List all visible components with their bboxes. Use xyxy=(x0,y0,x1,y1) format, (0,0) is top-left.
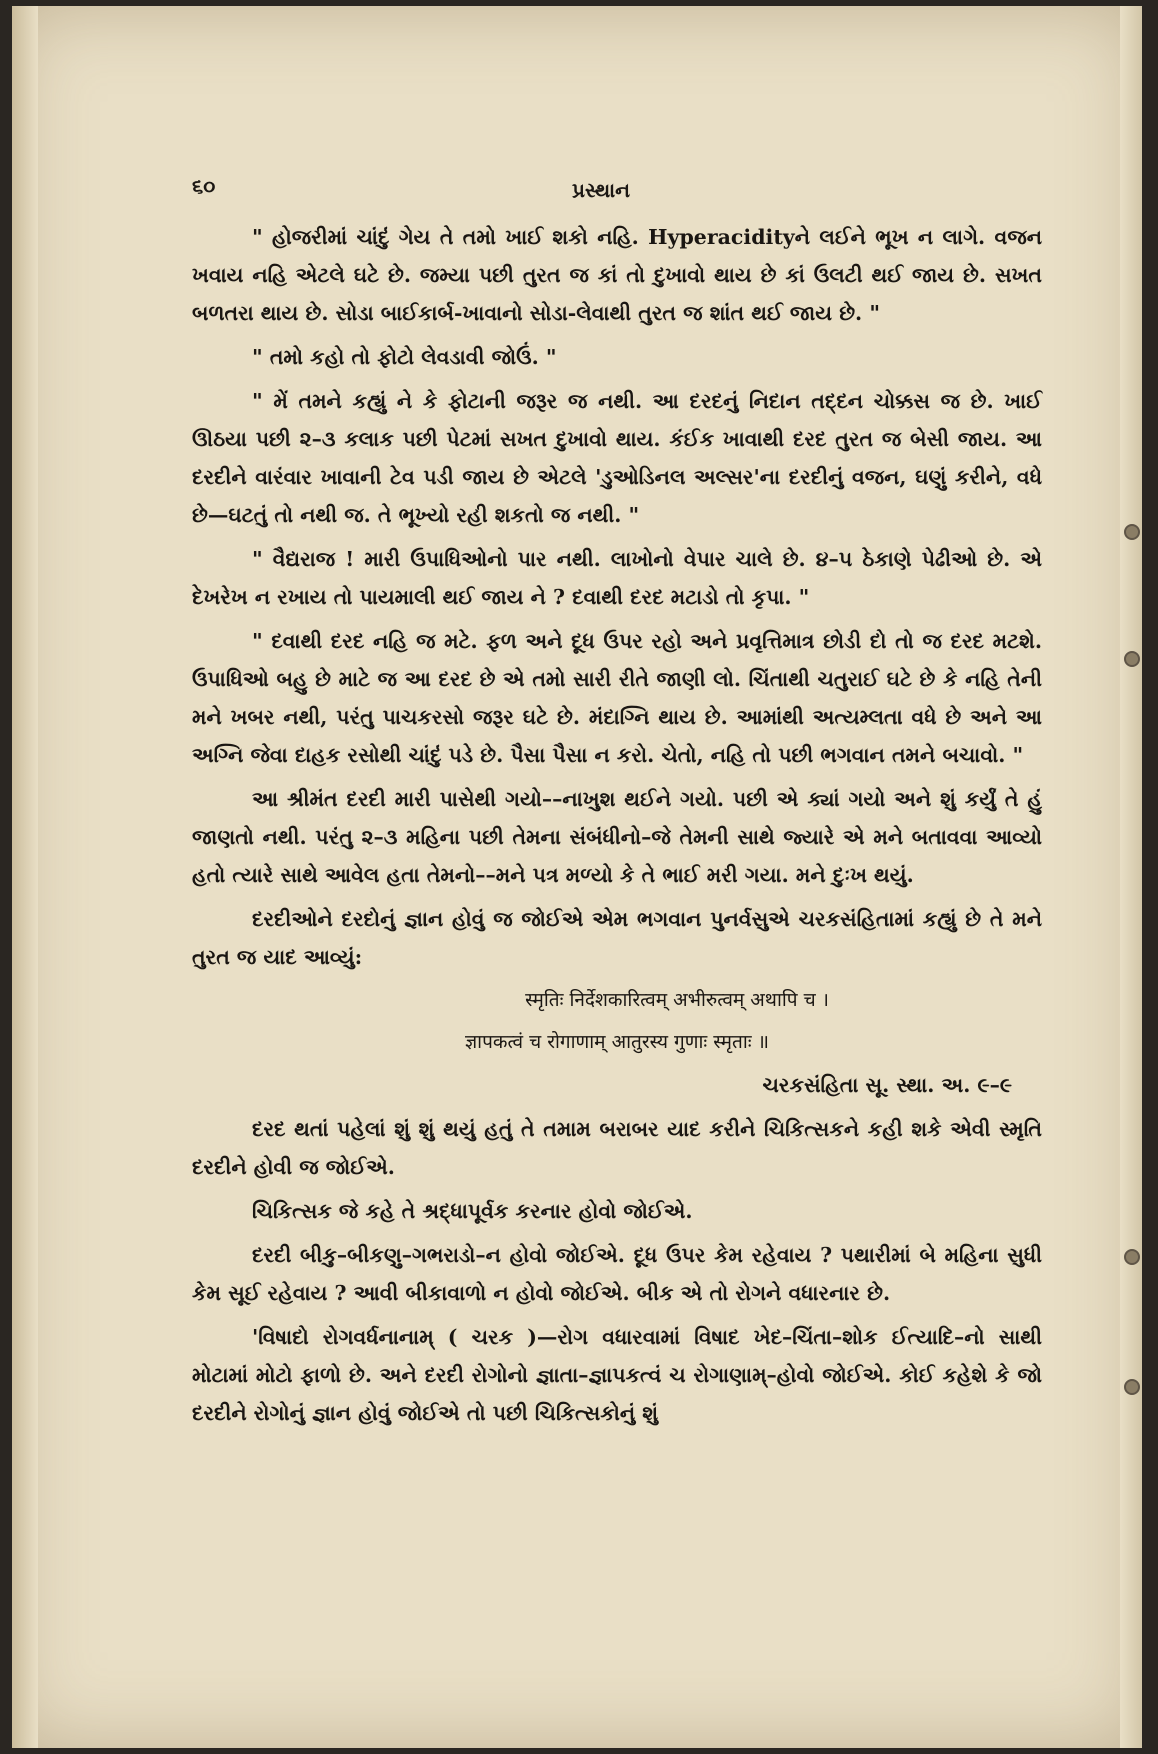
paragraph: દરદ થતાં પહેલાં શું શું થયું હતું તે તમામ બરાબર યાદ કરીને ચિકિત્સકને કહી શકે એવી સ્મૃતિ દરદીને હોવી જ જોઈએ. xyxy=(192,1117,1042,1179)
paragraph: દરદી બીકુ–બીકણુ–ગભરાડો–ન હોવો જોઈએ. દૂધ ઉપર કેમ રહેવાય ? પથારીમાં બે મહિના સુધી કેમ સૂઈ રહેવાય ? આવી બીકાવાળો ન હોવો જોઈએ. બીક એ તો રોગને વધારનાર છે. xyxy=(192,1243,1042,1305)
paragraph: " હોજરીમાં ચાંદું ગેય તે તમો ખાઈ શકો નહિ. Hyperacidityને લઈને ભૂખ ન લાગે. વજન ખવાય નહિ એટલે ઘટે છે. જમ્યા પછી તુરત જ કાં તો દુખાવો થાય છે કાં ઉલટી થઈ જાય છે. સખત બળતરા થાય છે. સોડા બાઈકાર્બ-ખાવાનો સોડા-લેવાથી તુરત જ શાંત થઈ જાય છે. " xyxy=(192,225,1042,325)
verse-citation: ચરકસંહિતા સૂ. સ્થા. અ. ૯–૯ xyxy=(762,1073,1012,1097)
page-header xyxy=(192,174,1042,204)
paragraph: ચિકિત્સક જે કહે તે શ્રદ્ધાપૂર્વક કરનાર હોવો જોઈએ. xyxy=(252,1199,693,1223)
binding-hole xyxy=(1124,524,1140,540)
page-body xyxy=(192,218,1042,1438)
sanskrit-verse-line: स्मृतिः निर्देशकारित्वम् अभीरुत्वम् अथापि च । xyxy=(525,989,829,1011)
paragraph: " દવાથી દરદ નહિ જ મટે. ફળ અને દૂધ ઉપર રહો અને પ્રવૃત્તિમાત્ર છોડી દો તો જ દરદ મટશે. ઉપાધિઓ બહુ છે માટે જ આ દરદ છે એ તમો સારી રીતે જાણી લો. ચિંતાથી ચતુરાઈ ઘટે છે કે નહિ તેની મને ખબર નથી, પરંતુ પાચકરસો જરૂર ઘટે છે. મંદાગ્નિ થાય છે. આમાંથી અત્યમ્લતા વધે છે અને આ અગ્નિ જેવા દાહક રસોથી ચાંદું પડે છે. પૈસા પૈસા ન કરો. ચેતો, નહિ તો પછી ભગવાન તમને બચાવો. " xyxy=(192,629,1042,767)
paragraph: દરદીઓને દરદોનું જ્ઞાન હોવું જ જોઈએ એમ ભગવાન પુનર્વસુએ ચરકસંહિતામાં કહ્યું છે તે મને તુરત જ યાદ આવ્યું: xyxy=(192,907,1042,969)
paragraph: " મેં તમને કહ્યું ને કે ફોટાની જરૂર જ નથી. આ દરદનું નિદાન તદ્દન ચોક્કસ જ છે. ખાઈ ઊઠયા પછી ૨–૩ કલાક પછી પેટમાં સખત દુખાવો થાય. કંઈક ખાવાથી દરદ તુરત જ બેસી જાય. આ દરદીને વારંવાર ખાવાની ટેવ પડી જાય છે એટલે 'ડુઓડિનલ અલ્સર'ના દરદીનું વજન, ઘણું કરીને, વધે છે—ઘટતું તો નથી જ. તે ભૂખ્યો રહી શકતો જ નથી. " xyxy=(192,389,1042,527)
sanskrit-verse-line: ज्ञापकत्वं च रोगाणाम् आतुरस्य गुणाः स्मृताः ॥ xyxy=(464,1031,770,1053)
binding-hole xyxy=(1124,651,1140,667)
running-title: પ્રસ્થાન xyxy=(572,178,631,202)
binding-hole xyxy=(1124,1249,1140,1265)
page-number: ૬૦ xyxy=(192,174,216,198)
paragraph: 'વિષાદો રોગવર્ધનાનામ્ ( ચરક )—રોગ વધારવામાં વિષાદ ખેદ–ચિંતા–શોક ઈત્યાદિ–નો સાથી મોટામાં મોટો ફાળો છે. અને દરદી રોગોનો જ્ઞાતા–જ્ઞાપકત્વં ચ રોગાણામ્–હોવો જોઈએ. કોઈ કહેશે કે જો દરદીને રોગોનું જ્ઞાન હોવું જોઈએ તો પછી ચિકિત્સકોનું શું xyxy=(192,1325,1042,1425)
page-right-edge xyxy=(1120,6,1142,1748)
page-spine-shadow xyxy=(12,6,38,1748)
paragraph: " તમો કહો તો ફોટો લેવડાવી જોઉં. " xyxy=(252,345,557,369)
book-page xyxy=(12,6,1142,1748)
paragraph: આ શ્રીમંત દરદી મારી પાસેથી ગયો––નાખુશ થઈને ગયો. પછી એ ક્યાં ગયો અને શું કર્યું તે હું જાણતો નથી. પરંતુ ૨–૩ મહિના પછી તેમના સંબંધીનો–જે તેમની સાથે જ્યારે એ મને બતાવવા આવ્યો હતો ત્યારે સાથે આવેલ હતા તેમનો––મને પત્ર મળ્યો કે તે ભાઈ મરી ગયા. મને દુઃખ થયું. xyxy=(192,787,1042,887)
paragraph: " વૈદ્યરાજ ! મારી ઉપાધિઓનો પાર નથી. લાખોનો વેપાર ચાલે છે. ૪–૫ ઠેકાણે પેઢીઓ છે. એ દેખરેખ ન રખાય તો પાયમાલી થઈ જાય ને ? દવાથી દરદ મટાડો તો કૃપા. " xyxy=(192,547,1042,609)
binding-hole xyxy=(1124,1379,1140,1395)
